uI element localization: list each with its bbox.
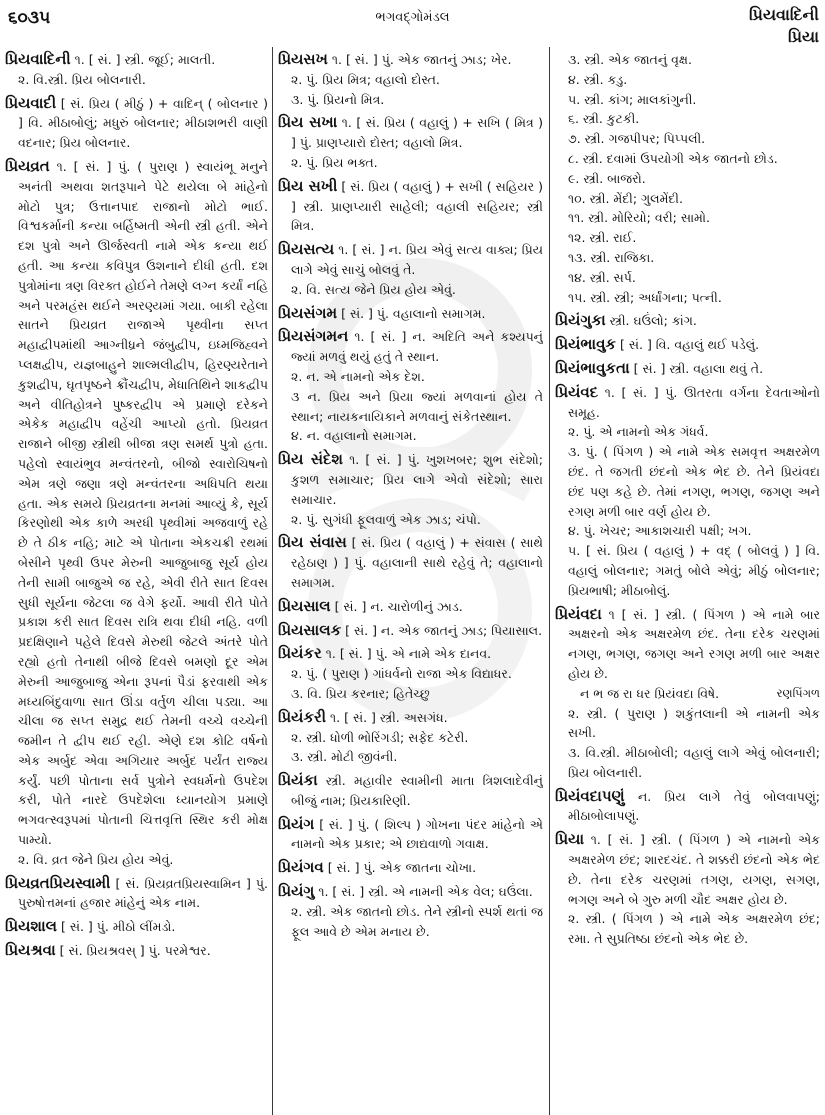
- dictionary-entry: [5, 157, 268, 870]
- sense: ૨. પું. ( પુરાણ ) ગાંધર્વનો રાજા એક વિદ્યાધર.: [291, 666, 512, 682]
- headword: પ્રિયવાદિની: [5, 50, 71, 68]
- sense: ૭. સ્ત્રી. ગજપીપર; પિપ્પલી.: [568, 131, 706, 147]
- headword: પ્રિયસંગમ: [278, 303, 338, 322]
- definition: ૧. [ સં. ] પું. એક જાતનું ઝાડ; ખેર.: [331, 52, 512, 67]
- definition: ૧. [ સં. ] ન. અદિતિ અને કશ્યપનું જ્યાં મળવું થયું હતું તે સ્થાન.: [291, 329, 543, 365]
- sense: ૫. સ્ત્રી. કાંગ; માલકાંગુની.: [568, 91, 697, 107]
- headword: પ્રિય સખા: [278, 113, 338, 132]
- definition: ૧. [ સં. પ્રિય ( વહાલું ) + સખિ ( મિત્ર ) ] પું. પ્રાણપ્યારો દોસ્ત; વહાલો મિત્ર.: [291, 115, 543, 151]
- dictionary-entry: [555, 335, 820, 355]
- definition: સ્ત્રી. ઘઉંલો; કાંગ.: [609, 313, 697, 329]
- definition: [ સં. ] સ્ત્રી. વહાલા થવું તે.: [633, 360, 764, 376]
- column-left: [5, 50, 268, 1115]
- sense: ૨. સ્ત્રી. ધોળી ભોરિંગડી; સફેદ કટેરી.: [291, 729, 469, 745]
- headword: પ્રિયંકરી: [278, 707, 327, 726]
- sense: ૨. સ્ત્રી. ( પુરાણ ) શકુંતલાની એ નામની એક સખી.: [568, 705, 820, 741]
- headword: પ્રિયંવદ: [555, 382, 599, 401]
- dictionary-entry: [278, 533, 543, 592]
- sense: ૩ ન. પ્રિય અને પ્રિયા જ્યાં મળવાનાં હોય તે સ્થાન; નાયકનાયિકાને મળવાનું સંકેતસ્થાન.: [291, 388, 543, 424]
- sense: ૨. સ્ત્રી. એક જાતનો છોડ. તેને સ્ત્રીનો સ્પર્શ થતાં જ ફૂલ આવે છે એમ મનાય છે.: [291, 903, 543, 939]
- definition: [ સં. ] પું. વહાલાનો સમાગમ.: [341, 305, 486, 321]
- headword: પ્રિયંકર: [278, 644, 322, 663]
- dictionary-entry: [278, 597, 543, 617]
- headword: પ્રિય સખી: [278, 176, 338, 195]
- headword: પ્રિયંભાવુકતા: [555, 358, 630, 377]
- definition: [ સં. ] વિ. વહાલું થઈ પડેલું.: [620, 337, 760, 353]
- quote-text: ન ભ જ રા ધર પ્રિયંવદા વિષે.: [580, 685, 720, 701]
- guide-word-last: પ્રિયા: [787, 27, 819, 46]
- headword: પ્રિયંગુ: [278, 882, 315, 901]
- headword: પ્રિયવાદી: [5, 93, 57, 112]
- definition: ૧. [ સં. ] પું. ખુશખબર; શુભ સંદેશો; કુશળ સમાચાર; પ્રિય લાગે એવો સંદેશો; સારા સમાચાર.: [291, 452, 543, 507]
- headword: પ્રિયશાલ: [5, 917, 57, 936]
- dictionary-entry: [555, 311, 820, 331]
- headword: પ્રિયંકા: [278, 771, 318, 790]
- definition: ૧. [ સં. ] સ્ત્રી. જૂઈ; માલતી.: [74, 52, 216, 67]
- page-number: ૬૦૩૫: [8, 8, 51, 28]
- sense: ૩. સ્ત્રી. એક જાતનું વૃક્ષ.: [568, 52, 692, 67]
- sense: ૨. ન. એ નામનો એક દેશ.: [291, 368, 425, 384]
- definition: [ સં. પ્રિય ( મીઠું ) + વાદિન્ ( બોલનાર ) ] વિ. મીઠાબોલું; મધુરું બોલનાર; મીઠાશભરી વાણી વદનાર; પ્રિય બોલનાર.: [18, 95, 268, 151]
- sense: ૨. સ્ત્રી. ( પિંગળ ) એ નામે એક અક્ષરમેળ છંદ; રમા. તે સુપ્રતિષ્ઠા છંદનો એક ભેદ છે.: [568, 911, 820, 947]
- dictionary-entry: [555, 383, 820, 601]
- headword: પ્રિયશ્રવા: [5, 941, 56, 960]
- definition: [ સં. ] પું. એક જાતના ચોખા.: [327, 860, 477, 876]
- definition: [ સં. પ્રિયશ્રવસ્ ] પું. પરમેશ્વર.: [59, 943, 211, 959]
- verse-quote: [568, 684, 820, 704]
- dictionary-entry: [278, 177, 543, 236]
- dictionary-entry: [555, 787, 820, 827]
- sense: ૨. પું. સુગંધી ફૂલવાળું એક ઝાડ; ચંપો.: [291, 511, 481, 527]
- definition: ૧. [ સં. ] સ્ત્રી. ( પિંગળ ) એ નામનો એક અક્ષરમેળ છંદ; શારદચંદ. તે શક્કરી છંદનો એક ભેદ છે. તેના દરેક ચરણમાં તગણ, યગણ, સગણ, ભગણ અને બે ગુરુ મળી ચૌદ અક્ષર હોય છે.: [568, 832, 820, 907]
- sense: ૪. પું. ખેચર; આકાશચારી પક્ષી; ખગ.: [568, 523, 752, 539]
- headword: પ્રિયંગુકા: [555, 311, 606, 330]
- headword: પ્રિયસાલ: [278, 596, 331, 615]
- sense: ૩. વિ.સ્ત્રી. મીઠાબોલી; વહાલું લાગે એવું બોલનારી; પ્રિય બોલનારી.: [568, 745, 820, 780]
- sense: ૬. સ્ત્રી. કુટકી.: [568, 111, 640, 127]
- sense: ૮. સ્ત્રી. દવામાં ઉપયોગી એક જાતનો છોડ.: [568, 150, 778, 166]
- sense: ૧૦. સ્ત્રી. મેંદી; ગુલમેંદી.: [568, 190, 683, 206]
- dictionary-entry: [278, 327, 543, 446]
- headword: પ્રિયસત્ય: [278, 240, 335, 259]
- sense: ૫. [ સં. પ્રિય ( વહાલું ) + વદ્ ( બોલવું ) ] વિ. વહાલું બોલનાર; ગમતું બોલે એવું; મીઠું બોલનાર; પ્રિયભાષી; મીઠાબોલું.: [568, 543, 820, 598]
- page-header: [0, 0, 825, 48]
- headword: પ્રિયસાલક: [278, 620, 342, 639]
- headword: પ્રિયા: [555, 830, 585, 849]
- dictionary-entry: [278, 708, 543, 767]
- running-title: ભગવદ્ગોમંડલ: [375, 10, 450, 25]
- sense: ૩. પું. ( પિંગળ ) એ નામે એક સમવૃત્ત અક્ષરમેળ છંદ. તે જગતી છંદનો એક ભેદ છે. તેને પ્રિયંવદા છંદ પણ કહે છે. તેમાં નગણ, ભગણ, જગણ અને રગણ મળી બાર વર્ણ હોય છે.: [568, 444, 820, 519]
- column-divider: [272, 47, 273, 1115]
- sense: ૯. સ્ત્રી. બાજરો.: [568, 170, 646, 186]
- dictionary-entry: [278, 882, 543, 941]
- headword: પ્રિયંવદા: [555, 604, 602, 623]
- dictionary-entry: [278, 644, 543, 703]
- sense: ૨. પું. પ્રિય ભક્ત.: [291, 154, 378, 170]
- definition: ન. પ્રિય લાગે તેવું બોલવાપણું; મીઠાબોલાપણું.: [568, 788, 820, 824]
- headword: પ્રિય સંવાસ: [278, 533, 347, 552]
- headword: પ્રિયવ્રત: [5, 156, 50, 175]
- headword: પ્રિયંગ: [278, 814, 315, 833]
- definition: ૧. [ સં. ] સ્ત્રી. એ નામની એક વેલ; ઘઉંલા.: [318, 884, 533, 900]
- sense: ૨. વિ. સત્ય જેને પ્રિય હોય એવું.: [291, 281, 456, 297]
- column-right: [555, 50, 820, 1115]
- headword: પ્રિયંગવ: [278, 858, 324, 877]
- dictionary-entry: [278, 771, 543, 811]
- definition: [ સં. પ્રિય ( વહાલું ) + સખી ( સહિયર ) ] સ્ત્રી. પ્રાણપ્યારી સાહેલી; વહાલી સહિયર; સ્ત્રી મિત્ર.: [291, 178, 543, 234]
- dictionary-entry: [5, 94, 268, 153]
- continued-senses: [555, 50, 820, 307]
- definition: ૧. [ સં. ] સ્ત્રી. અસગંધ.: [330, 709, 448, 725]
- sense: ૧૧. સ્ત્રી. મોરિયો; વરી; સામો.: [568, 210, 710, 226]
- definition: ૧ [ સં. ] સ્ત્રી. ( પિંગળ ) એ નામે બાર અક્ષરનો એક અક્ષરમેળ છંદ. તેના દરેક ચરણમાં નગણ, ભગણ, જગણ અને રગણ મળી બાર અક્ષર હોય છે.: [568, 606, 820, 681]
- guide-words: [749, 4, 819, 48]
- dictionary-entry: [278, 304, 543, 324]
- dictionary-entry: [555, 830, 820, 949]
- dictionary-entry: [278, 815, 543, 855]
- dictionary-entry: [5, 941, 268, 961]
- column-middle: [278, 50, 543, 1115]
- sense: ૪. સ્ત્રી. કડુ.: [568, 71, 628, 87]
- sense: ૨. વિ. વ્રત જેને પ્રિય હોય એવું.: [18, 851, 174, 867]
- sense: ૧૩. સ્ત્રી. રાજિકા.: [568, 249, 655, 265]
- definition: [ સં. પ્રિય ( વહાલું ) + સંવાસ ( સાથે રહેઠાણ ) ] પું. વહાલાની સાથે રહેવું તે; વહાલાનો સમાગમ.: [291, 535, 543, 590]
- definition: ૧. [ સં. ] પું. ( પુરાણ ) સ્વાયંભૂ મનુને અનંતી અથવા શતરૂપાને પેટે થયેલા બે માંહેનો મોટો પુત્ર; ઉત્તાનપાદ રાજાનો મોટો ભાઈ. વિશ્વકર્માની કન્યા બર્હિષ્મતી એની સ્ત્રી હતી. એને દશ પુત્રો અને ઊર્જસ્વતી નામે એક કન્યા થઈ હતી. આ કન્યા કવિપુત્ર ઉશનાને દીધી હતી. દશ પુત્રોમાંના ત્રણ વિરક્ત હોઈને તેમણે લગ્ન કર્યાં નહિ અને પરમહંસ થઈને અરણ્યમાં ગયા. બાકી રહેલા સાતને પ્રિયવ્રત રાજાએ પૃથ્વીના સપ્ત મહાદ્વીપમાંથી આગ્નીધ્રને જંબુદ્વીપ, ઇધ્મજિહ્વને પ્લક્ષદ્વીપ, યજ્ઞબાહુને શાલ્મલીદ્વીપ, હિરણ્યરેતાને કુશદ્વીપ, ઘૃતપૃષ્ઠને ક્રૌંચદ્વીપ, મેધાતિથિને શાકદ્વીપ અને વીતિહોત્રને પુષ્કરદ્વીપ એ પ્રમાણે દરેકને એકેક મહાદ્વીપ વહેંચી આપ્યો હતો. પ્રિયવ્રત રાજાને બીજી સ્ત્રીથી બીજા ત્રણ સમર્થ પુત્રો હતા. પહેલો સ્વાયંભુવ મન્વંતરનો, બીજો સ્વારોચિષનો એમ ત્રણે જણા ત્રણે મન્વંતરના અધિપતિ થયા હતા. એક સમયે પ્રિયવ્રતના મનમાં આવ્યું કે, સૂર્ય કિરણોથી એક કાળે અરધી પૃથ્વીમાં અજવાળું રહે છે તે ઠીક નહિ; માટે એ પોતાના એકચક્રી રથમાં બેસીને પૃથ્વી ઉપર મેરુની આજુબાજુ સૂર્ય હોય તેની સામી બાજુએ જ રહે, એવી રીતે સાત દિવસ સુધી સૂર્યના જેટલા જ વેગે ફર્યો. આવી રીતે પોતે પ્રકાશ કરી સાત દિવસ રાત્રિ થવા દીધી નહિ. વળી પ્રદક્ષિણાને પહેલે દિવસે મેરુથી જેટલે અંતરે પોતે રહ્યો હતો તેનાથી બીજે દિવસે બમણો દૂર એમ મેરુની આજુબાજુ એના રૂપનાં પૈડાં ફરવાથી એક મધ્યબિંદુવાળા સાત ઊંડા વર્તુળ ચીલા પડ્યા. આ ચીલા જ સપ્ત સમુદ્ર થઈ તેમની વચ્ચે વચ્ચેની જમીન તે દ્વીપ થઈ રહી. એણે દશ કોટિ વર્ષનો એક અર્બુદ એવા અગિયાર અર્બુદ પર્યંત રાજ્ય કર્યું. પછી પોતાના સર્વ પુત્રોને સ્વધર્મનો ઉપદેશ કરી, પોતે નારદે ઉપદેશેલા ધ્યાનયોગ પ્રમાણે ભગવત્સ્વરૂપમાં પોતાની ચિત્તવૃત્તિ સ્થિર કરી મોક્ષ પામ્યો.: [18, 158, 268, 848]
- sense: ૩. વિ. પ્રિય કરનાર; હિતેચ્છુ: [291, 685, 430, 701]
- sense: ૨. પું. એ નામનો એક ગંધર્વ.: [568, 424, 709, 440]
- headword: પ્રિયવ્રતપ્રિયસ્વામી: [5, 873, 111, 892]
- definition: [ સં. ] ન. ચારોળીનું ઝાડ.: [334, 598, 463, 614]
- definition: [ સં. પ્રિયવ્રતપ્રિયસ્વામિન ] પું. પુરુષોત્તમનાં હજાર માંહેનું એક નામ.: [18, 875, 268, 911]
- sense: ૧૫. સ્ત્રી. સ્ત્રી; અર્ધાંગના; પત્ની.: [568, 289, 722, 305]
- headword: પ્રિય સંદેશ: [278, 450, 343, 469]
- dictionary-entry: [278, 50, 543, 109]
- dictionary-entry: [278, 113, 543, 172]
- dictionary-entry: [5, 50, 268, 90]
- dictionary-entry: [278, 450, 543, 529]
- column-divider: [549, 47, 550, 1115]
- definition: [ સં. ] પું. મીઠો લીંમડો.: [60, 919, 176, 935]
- sense: ૨. વિ.સ્ત્રી. પ્રિય બોલનારી.: [18, 71, 146, 87]
- dictionary-entry: [555, 359, 820, 379]
- dictionary-entry: [5, 874, 268, 914]
- sense: ૧૨. સ્ત્રી. રાઈ.: [568, 230, 637, 246]
- dictionary-entry: [555, 605, 820, 783]
- headword: પ્રિયંભાવુક: [555, 335, 617, 354]
- dictionary-entry: [278, 858, 543, 878]
- definition: ૧. [ સં. ] ન. પ્રિય એવું સત્ય વાક્ય; પ્રિય લાગે એવું સાચું બોલવું તે.: [291, 242, 543, 277]
- headword: પ્રિયંવદાપણું: [555, 786, 625, 805]
- sense: ૧૪. સ્ત્રી. સર્પ.: [568, 269, 636, 285]
- sense: ૨. પું. પ્રિય મિત્ર; વહાલો દોસ્ત.: [291, 71, 440, 87]
- quote-source: રણપિંગળ: [776, 685, 820, 700]
- definition: ૧. [ સં. ] પું. એ નામે એક દાનવ.: [325, 646, 492, 662]
- dictionary-entry: [278, 621, 543, 641]
- definition: [ સં. ] ન. એક જાતનું ઝાડ; પિયાસાલ.: [345, 622, 543, 638]
- guide-word-first: પ્રિયવાદિની: [748, 5, 819, 24]
- sense: ૪. ન. વહાલાનો સમાગમ.: [291, 428, 417, 444]
- definition: ૧. [ સં. ] પું. ઊતરતા વર્ગના દેવતાઓનો સમૂહ.: [568, 384, 820, 420]
- dictionary-entry: [278, 240, 543, 299]
- sense: ૩. પું. પ્રિયનો મિત્ર.: [291, 91, 385, 107]
- definition: [ સં. ] પું. ( શિલ્પ ) ગોખના પંદર માંહેનો એ નામનો એક પ્રકાર; એ છાદ્યવાળો ગવાક્ષ.: [291, 816, 543, 852]
- sense: ૩. સ્ત્રી. મોટી જીવંની.: [291, 749, 398, 765]
- headword: પ્રિયસંગમન: [278, 327, 349, 346]
- definition: સ્ત્રી. મહાવીર સ્વામીની માતા ત્રિશલાદેવીનું બીજું નામ; પ્રિયકારિણી.: [291, 773, 543, 808]
- dictionary-entry: [5, 917, 268, 937]
- headword: પ્રિયસખ: [278, 50, 328, 68]
